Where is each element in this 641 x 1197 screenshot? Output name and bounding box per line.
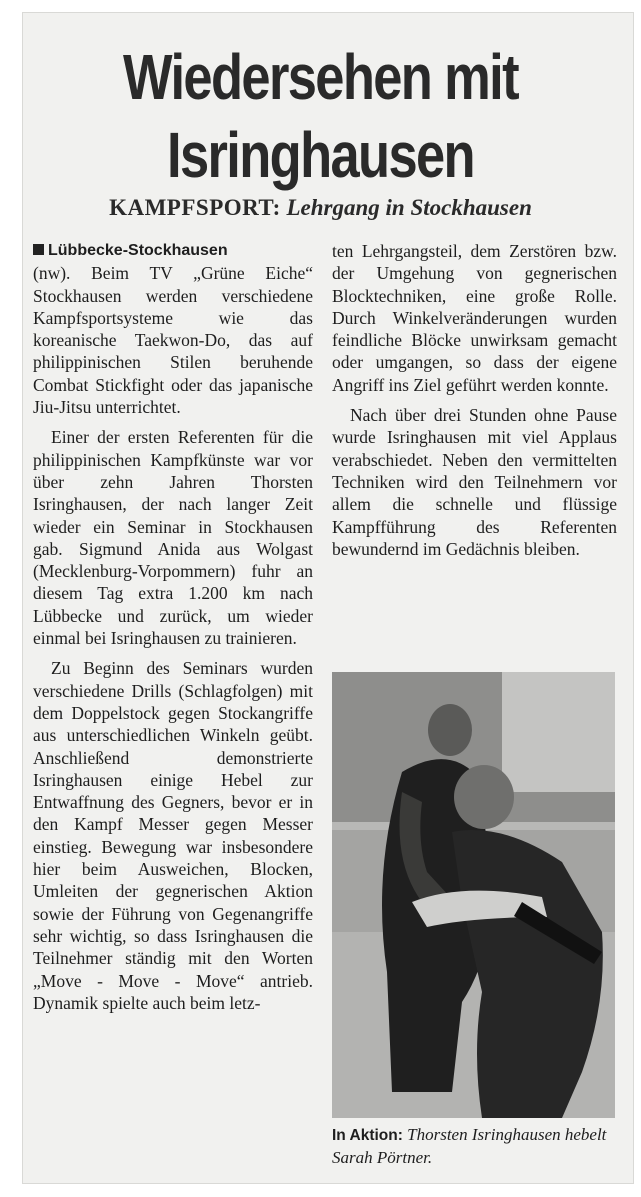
article-paragraph-5: Nach über drei Stunden ohne Pause wurde Isringhausen mit viel Applaus verabschiedet. Neben den vermittelten Techniken wird den Teilnehmern vor allem die schnelle und flüssige Kampfführung des Referenten bewundernd im Gedächnis bleiben. bbox=[332, 405, 617, 559]
article-paragraph-2: Einer der ersten Referenten für die philippinischen Kampfkünste war vor über zehn Jahren Thorsten Isringhausen, der nach langer Zeit wieder ein Seminar in Stockhausen gab. Sigmund Anida aus Wolgast (Mecklenburg-Vorpommern) fuhr an diesem Tag extra 1.200 km nach Lübbecke und zurück, um wieder einmal bei Isringhausen zu trainieren. bbox=[33, 427, 313, 649]
caption-label: In Aktion: bbox=[332, 1127, 403, 1144]
photo-illustration bbox=[332, 672, 615, 1118]
article-paragraph-3: Zu Beginn des Seminars wurden verschiedene Drills (Schlagfolgen) mit dem Doppelstock gegen Stockangriffe aus unterschiedlichen Winkeln geübt. Anschließend demonstrierte Isringhausen einige Hebel zur Entwaffnung des Gegners, bevor er in den Kampf Messer gegen Messer einstieg. Bewegung war insbesondere hier beim Ausweichen, Blocken, Umleiten der gegnerischen Aktion sowie der Führung von Gegenangriffe sehr wichtig, so dass Isringhausen die Teilnehmer ständig mit den Worten „Move - Move - Move“ antrieb. Dynamik spielte auch beim letz- bbox=[33, 658, 313, 1013]
article-paragraph-4: ten Lehrgangsteil, dem Zerstören bzw. der Umgehung von gegnerischen Blocktechniken, eine große Rolle. Durch Winkelveränderungen wurden feindliche Blöcke unwirksam gemacht oder umgangen, so dass der eigene Angriff ins Ziel geführt werden konnte. bbox=[332, 241, 617, 395]
article-photo bbox=[332, 672, 615, 1118]
headline-line-2: Isringhausen bbox=[167, 119, 474, 191]
article-column-right bbox=[332, 240, 617, 568]
kicker: KAMPFSPORT: bbox=[109, 195, 281, 220]
headline bbox=[58, 38, 584, 194]
paragraph-1-text: (nw). Beim TV „Grüne Eiche“ Stockhausen werden verschiedene Kampfsportsysteme wie das koreanische Taekwon-Do, das auf philippinischen Stilen beruhende Combat Stickfight oder das japanische Jiu-Jitsu unterrichtet. bbox=[33, 263, 313, 418]
caption-text: Thorsten Isringhausen hebelt Sarah Pörtner. bbox=[332, 1125, 607, 1167]
topic: Lehrgang in Stockhausen bbox=[286, 195, 532, 220]
dateline-square-icon bbox=[33, 244, 44, 255]
photo-caption bbox=[332, 1124, 622, 1169]
subheadline bbox=[0, 194, 641, 222]
article-column-left bbox=[33, 240, 313, 1022]
headline-line-1: Wiedersehen mit bbox=[123, 41, 518, 113]
article-paragraph-1 bbox=[33, 240, 313, 418]
dateline: Lübbecke-Stockhausen bbox=[33, 240, 313, 262]
